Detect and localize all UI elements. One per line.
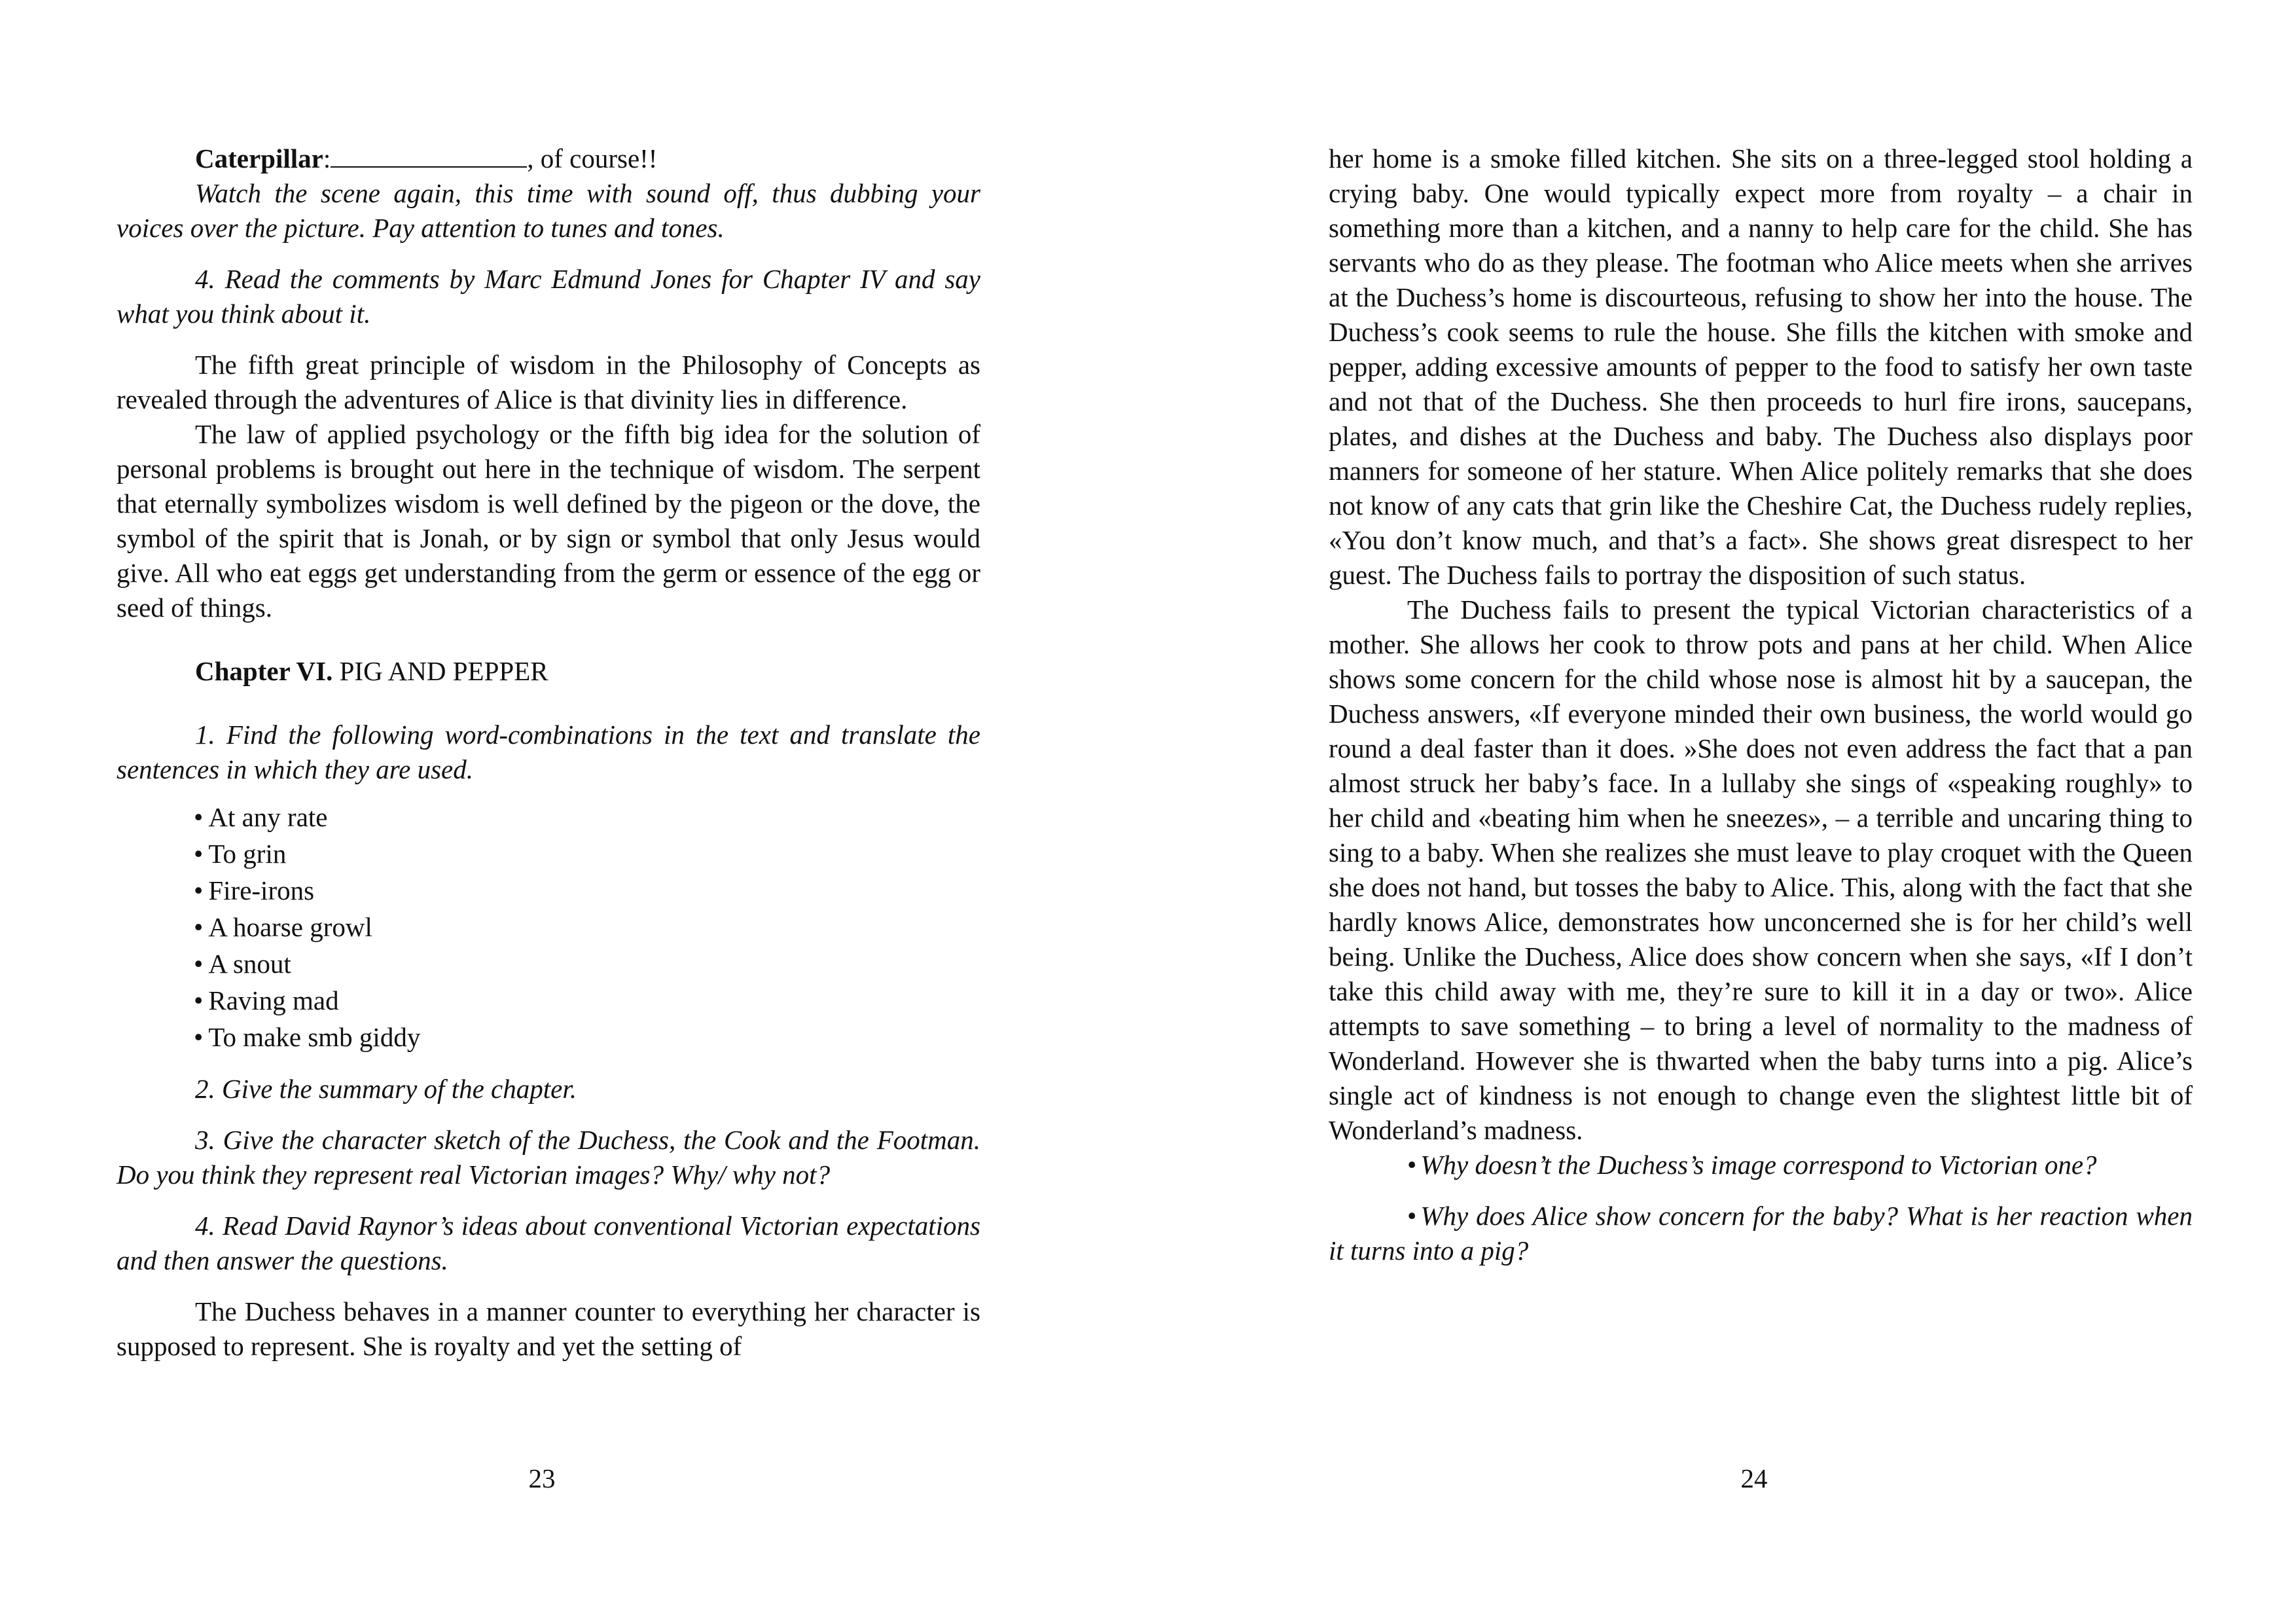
list-item: • A hoarse growl <box>194 909 980 945</box>
paragraph-law: The law of applied psychology or the fifth big idea for the solution of personal problems is brought out here in the technique of wisdom. The serpent that eternally symbolizes wisdom is well defined by the pigeon or the dove, the symbol of the spirit that is Jonah, or by sign or symbol that only Jesus would give. All who eat eggs get understanding from the germ or essence of the egg or seed of things. <box>117 419 980 623</box>
task2: 2. Give the summary of the chapter. <box>195 1074 577 1104</box>
caterpillar-label: Caterpillar <box>195 143 323 173</box>
chapter-title: PIG AND PEPPER <box>339 656 548 686</box>
list-item: • To grin <box>194 835 980 872</box>
caterpillar-colon: : <box>323 143 331 173</box>
paragraph-fifth-principle: The fifth great principle of wisdom in the Philosophy of Concepts as revealed through the adventures of Alice is that divinity lies in difference. <box>117 350 980 414</box>
paragraph-mother: The Duchess fails to present the typical Victorian characteristics of a mother. She allows her cook to throw pots and pans at her child. When Alice shows some concern for the child whose nose is almost hit by a saucepan, the Duchess answers, «If everyone minded their own business, the world would go round a deal faster than it does. »She does not even address the fact that a pan almost struck her baby’s face. In a lullaby she sings of «speaking roughly» to her child and «beating him when he sneezes», – a terrible and uncaring thing to sing to a baby. When she realizes she must leave to play croquet with the Queen she does not hand, but tosses the baby to Alice. This, along with the fact that she hardly knows Alice, demonstrates how unconcerned she is for her child’s well being. Unlike the Duchess, Alice does show concern when she says, «If I don’t take this child away with me, they’re sure to kill it in a day or two». Alice attempts to save something – to bring a level of normality to the madness of Wonderland. However she is thwarted when the baby turns into a pig. Alice’s single act of kindness is not enough to change even the slightest little bit of Wonderland’s madness. <box>1329 594 2193 1145</box>
caterpillar-suffix: , of course!! <box>527 143 658 173</box>
answer-blank[interactable] <box>331 143 527 168</box>
task4-comments: 4. Read the comments by Marc Edmund Jones for Chapter IV and say what you think about it. <box>117 264 980 329</box>
watch-instruction: Watch the scene again, this time with sound off, thus dubbing your voices over the picture. Pay attention to tunes and tones. <box>117 178 980 243</box>
task1: 1. Find the following word-combinations in the text and translate the sentences in which they are used. <box>117 720 980 784</box>
list-item: • To make smb giddy <box>194 1019 980 1055</box>
page-number-right: 24 <box>1740 1463 1768 1493</box>
list-item: • Fire-irons <box>194 872 980 909</box>
chapter-heading <box>117 654 980 689</box>
right-page <box>1329 141 2193 1268</box>
task4-raynor: 4. Read David Raynor’s ideas about conventional Victorian expectations and then answer the questions. <box>117 1211 980 1275</box>
paragraph-home: her home is a smoke filled kitchen. She sits on a three-legged stool holding a crying baby. One would typically expect more from royalty – a chair in something more than a kitchen, and a nanny to help care for the child. She has servants who do as they please. The footman who Alice meets when she arrives at the Duchess’s home is discourteous, refusing to show her into the house. The Duchess’s cook seems to rule the house. She fills the kitchen with smoke and pepper, adding excessive amounts of pepper to the food to satisfy her own taste and not that of the Duchess. She then proceeds to hurl fire irons, saucepans, plates, and dishes at the Duchess and baby. The Duchess also displays poor manners for someone of her stature. When Alice politely remarks that she does not know of any cats that grin like the Cheshire Cat, the Duchess rudely replies, «You don’t know much, and that’s a fact». She shows great disrespect to her guest. The Duchess fails to portray the disposition of such status. <box>1329 143 2193 590</box>
word-list <box>117 799 980 1055</box>
paragraph-duchess-start: The Duchess behaves in a manner counter to everything her character is supposed to represent. She is royalty and yet the setting of <box>117 1296 980 1361</box>
chapter-number: Chapter VI. <box>195 656 333 686</box>
task3: 3. Give the character sketch of the Duchess, the Cook and the Footman. Do you think they represent real Victorian images? Why/ why not? <box>117 1125 980 1190</box>
list-item: • Raving mad <box>194 982 980 1019</box>
question-1-text: • Why doesn’t the Duchess’s image correspond to Victorian one? <box>1407 1150 2097 1180</box>
list-item: • At any rate <box>194 799 980 835</box>
list-item: • A snout <box>194 945 980 982</box>
page-number-left: 23 <box>528 1463 556 1493</box>
question-2-text: • Why does Alice show concern for the baby? What is her reaction when it turns into a pig? <box>1329 1201 2193 1266</box>
caterpillar-line <box>117 141 980 176</box>
question-2 <box>1329 1199 2193 1268</box>
left-page <box>117 141 980 1364</box>
question-1 <box>1329 1148 2193 1182</box>
